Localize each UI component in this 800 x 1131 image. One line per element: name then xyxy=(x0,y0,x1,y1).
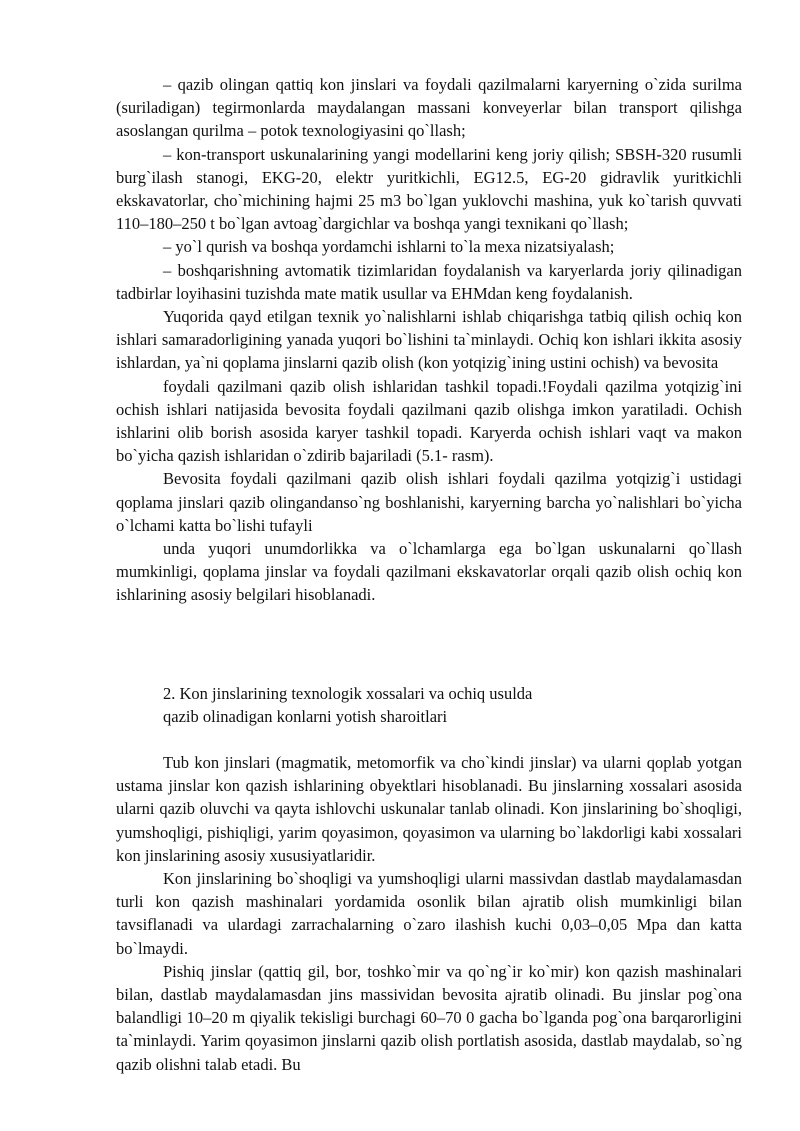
paragraph: Yuqorida qayd etilgan texnik yo`nalishlarni ishlab chiqarishga tatbiq qilish ochiq kon ishlari samaradorligining yanada yuqori bo`lishini ta`minlaydi. Ochiq kon ishlari ikkita asosiy ishlardan, ya`ni qoplama jinslarni qazib olish (kon yotqizig`ining ustini ochish) va bevosita xyxy=(116,307,742,373)
section-heading xyxy=(116,682,742,728)
paragraph: Bevosita foydali qazilmani qazib olish ishlari foydali qazilma yotqizig`i ustidagi qoplama jinslari qazib olingandanso`ng boshlanishi, karyerning barcha yo`nalishlari bo`yicha o`lchami katta bo`lishi tufayli xyxy=(116,469,742,535)
section-heading-line-2: qazib olinadigan konlarni yotish sharoitlari xyxy=(163,707,448,727)
paragraph: – yo`l qurish va boshqa yordamchi ishlarni to`la mexa nizatsiyalash; xyxy=(163,237,615,257)
paragraph: – qazib olingan qattiq kon jinslari va foydali qazilmalarni karyerning o`zida surilma (suriladigan) tegirmonlarda maydalangan massani konveyerlar bilan transport qilishga asoslangan qurilma – potok texnologiyasini qo`llash; xyxy=(116,75,742,141)
paragraph: Kon jinslarining bo`shoqligi va yumshoqligi ularni massivdan dastlab maydalamasdan turli kon qazish mashinalari yordamida osonlik bilan ajratib olish mumkinligi bilan tavsiflanadi va ulardagi zarrachalarning o`zaro ilashish kuchi 0,03–0,05 Mpa dan katta bo`lmaydi. xyxy=(116,869,742,958)
paragraph: foydali qazilmani qazib olish ishlaridan tashkil topadi.!Foydali qazilma yotqizig`ini ochish ishlari natijasida bevosita foydali qazilmani qazib olishga imkon yaratiladi. Ochish ishlarini olib borish asosida karyer tashkil topadi. Karyerda ochish ishlari vaqt va makon bo`yicha qazish ishlaridan o`zdirib bajariladi (5.1- rasm). xyxy=(116,376,742,466)
paragraph: Pishiq jinslar (qattiq gil, bor, toshko`mir va qo`ng`ir ko`mir) kon qazish mashinalari bilan, dastlab maydalamasdan jins massividan bevosita ajratib olinadi. Bu jinslar pog`ona balandligi 10–20 m qiyalik tekisligi burchagi 60–70 0 gacha bo`lganda pog`ona barqarorligini ta`minlaydi. Yarim qoyasimon jinslarni qazib olish portlatish asosida, dastlab maydalab, so`ng qazib olishni talab etadi. Bu xyxy=(116,961,742,1074)
paragraph: – kon-transport uskunalarining yangi modellarini keng joriy qilish; SBSH-320 rusumli burg`ilash stanogi, EKG-20, elektr yuritkichli, EG12.5, EG-20 gidravlik yuritkichli ekskavatorlar, cho`michining hajmi 25 m3 bo`lgan yuklovchi mashina, yuk ko`tarish quvvati 110–180–250 t bo`lgan avtoag`dargichlar va boshqa yangi texnikani qo`llash; xyxy=(116,144,742,234)
paragraph: – boshqarishning avtomatik tizimlaridan foydalanish va karyerlarda joriy qilinadigan tadbirlar loyihasini tuzishda mate matik usullar va EHMdan keng foydalanish. xyxy=(116,260,742,303)
body-text-section-1 xyxy=(116,73,742,607)
body-text-section-2 xyxy=(116,751,742,1076)
section-heading-line-1: 2. Kon jinslarining texnologik xossalari va ochiq usulda xyxy=(163,684,533,703)
paragraph: Tub kon jinslari (magmatik, metomorfik va cho`kindi jinslar) va ularni qoplab yotgan ustama jinslar kon qazish ishlarining obyektlari hisoblanadi. Bu jinslarning xossalari asosida ularni qazib oluvchi va qayta ishlovchi uskunalar tanlab olinadi. Kon jinslarining bo`shoqligi, yumshoqligi, pishiqligi, yarim qoyasimon, qoyasimon va ularning bo`lakdorligi kabi xossalari kon jinslarining asosiy xususiyatlaridir. xyxy=(116,753,742,865)
paragraph: unda yuqori unumdorlikka va o`lchamlarga ega bo`lgan uskunalarni qo`llash mumkinligi, qoplama jinslar va foydali qazilmani ekskavatorlar orqali qazib olish ochiq kon ishlarining asosiy belgilari hisoblanadi. xyxy=(116,539,742,605)
